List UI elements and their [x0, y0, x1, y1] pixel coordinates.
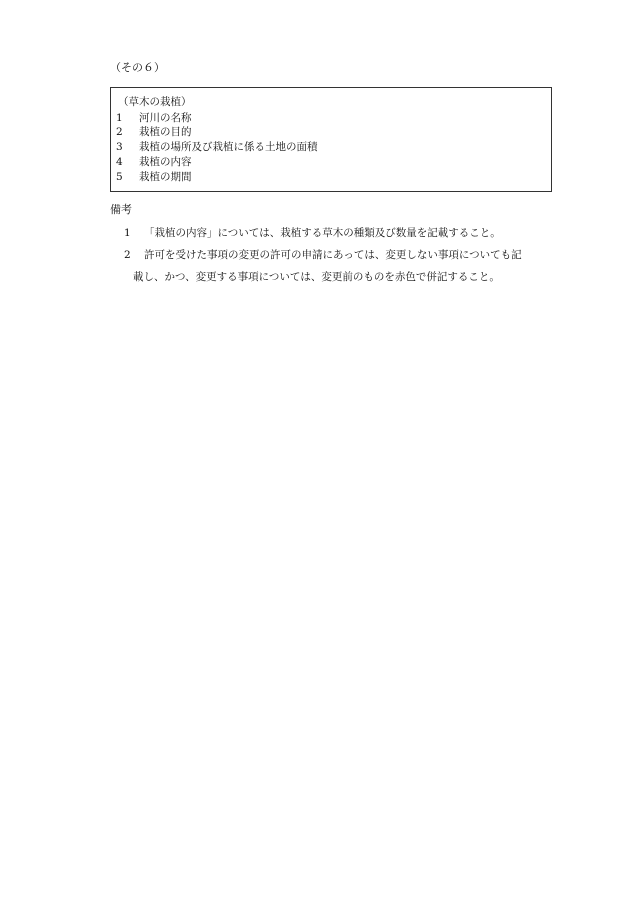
item-number: 5 — [116, 171, 123, 183]
item-number: 2 — [116, 126, 123, 138]
item-text: 栽植の目的 — [139, 126, 192, 138]
note-text: 「栽植の内容」については、栽植する草木の種類及び数量を記載すること。 — [144, 227, 501, 239]
box-title: （草木の栽植） — [118, 96, 192, 108]
box-item-content — [116, 155, 192, 169]
item-text: 栽植の内容 — [139, 156, 192, 168]
notes-heading: 備考 — [110, 203, 132, 216]
note-text: 許可を受けた事項の変更の許可の申請にあっては、変更しない事項についても記 — [144, 249, 522, 261]
note-number: 1 — [124, 227, 131, 239]
item-number: 1 — [116, 112, 123, 124]
box-item-period — [116, 170, 192, 184]
note-2 — [124, 248, 522, 262]
section-label: （その６） — [110, 61, 165, 74]
item-text: 河川の名称 — [139, 112, 192, 124]
form-items-box — [110, 87, 552, 192]
item-number: 4 — [116, 156, 123, 168]
note-number: 2 — [124, 249, 131, 261]
box-item-location-area — [116, 140, 318, 154]
item-number: 3 — [116, 141, 123, 153]
note-2-continuation: 載し、かつ、変更する事項については、変更前のものを赤色で併記すること。 — [133, 271, 500, 283]
box-item-purpose — [116, 125, 192, 139]
note-1 — [124, 226, 501, 240]
item-text: 栽植の期間 — [139, 171, 192, 183]
box-item-river-name — [116, 111, 192, 125]
item-text: 栽植の場所及び栽植に係る土地の面積 — [139, 141, 318, 153]
